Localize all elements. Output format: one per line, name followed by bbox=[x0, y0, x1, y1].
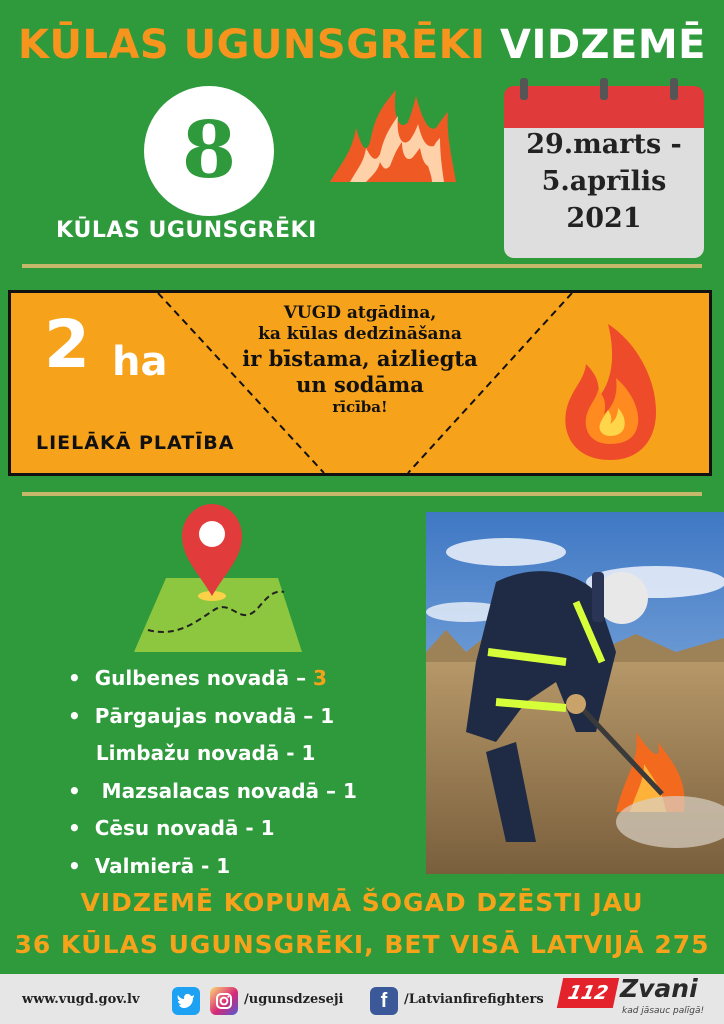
warning-line1: VUGD atgādina, bbox=[283, 303, 437, 323]
logo-number: 112 bbox=[565, 982, 611, 1004]
title-part2: VIDZEMĒ bbox=[500, 22, 706, 68]
fire-icon bbox=[322, 82, 462, 194]
website-link[interactable]: www.vugd.gov.lv bbox=[22, 992, 140, 1007]
logo-word: Zvani bbox=[620, 974, 698, 1003]
warning-line4: un sodāma bbox=[296, 371, 424, 397]
summary-line2: 36 KŪLAS UGUNSGRĒKI, BET VISĀ LATVIJĀ 275 bbox=[14, 930, 710, 959]
region-list bbox=[68, 666, 357, 891]
area-unit: ha bbox=[112, 339, 168, 385]
calendar-year: 2021 bbox=[566, 203, 642, 234]
fire-count-value: 8 bbox=[181, 105, 237, 196]
divider bbox=[22, 264, 702, 268]
list-item: • Valmierā - 1 bbox=[68, 853, 231, 878]
twitter-icon[interactable] bbox=[172, 987, 200, 1015]
logo-tagline: kad jāsauc palīgā! bbox=[622, 1006, 705, 1016]
region-count: 3 bbox=[313, 666, 327, 690]
warning-line2: ka kūlas dedzināšana bbox=[258, 324, 462, 345]
fire-count-label: KŪLAS UGUNSGRĒKI bbox=[56, 218, 317, 243]
warning-line5: rīcība! bbox=[332, 398, 388, 416]
facebook-handle[interactable]: /Latvianfirefighters bbox=[404, 992, 544, 1007]
calendar-icon bbox=[504, 78, 704, 258]
region-text: Mazsalacas novadā – 1 bbox=[94, 778, 357, 803]
region-text: Gulbenes novadā – bbox=[94, 666, 314, 690]
calendar-line2: 5.aprīlis bbox=[541, 166, 667, 197]
calendar-ring bbox=[520, 78, 528, 100]
title-part1: KŪLAS UGUNSGRĒKI bbox=[17, 22, 486, 68]
region-text: Cēsu novadā - 1 bbox=[94, 816, 275, 840]
list-item bbox=[68, 741, 357, 779]
emergency-logo-badge bbox=[557, 978, 619, 1008]
region-text: Pārgaujas novadā – 1 bbox=[94, 703, 335, 728]
list-item: • Cēsu novadā - 1 bbox=[68, 816, 275, 840]
calendar-line1: 29.marts - bbox=[526, 129, 682, 160]
fire-count-badge bbox=[144, 86, 274, 216]
calendar-ring bbox=[670, 78, 678, 100]
divider bbox=[22, 492, 702, 496]
map-pin-icon bbox=[128, 500, 308, 660]
social-handle[interactable]: /ugunsdzeseji bbox=[244, 992, 344, 1007]
calendar-ring bbox=[600, 78, 608, 100]
warning-line3: ir bīstama, aizliegta bbox=[242, 345, 478, 371]
list-item: • Mazsalacas novadā – 1 bbox=[68, 778, 357, 803]
area-value: 2 bbox=[44, 306, 90, 383]
page-title bbox=[0, 22, 724, 68]
list-item: • Gulbenes novadā – 3 bbox=[68, 666, 327, 690]
summary-line1: VIDZEMĒ KOPUMĀ ŠOGAD DZĒSTI JAU bbox=[80, 888, 644, 917]
fire-icon bbox=[558, 320, 662, 462]
instagram-icon[interactable] bbox=[210, 987, 238, 1015]
area-label: LIELĀKĀ PLATĪBA bbox=[36, 432, 235, 454]
region-text: Limbažu novadā - 1 bbox=[95, 741, 316, 765]
calendar-dates bbox=[504, 126, 704, 237]
warning-text bbox=[230, 303, 490, 417]
list-item: • Pārgaujas novadā – 1 bbox=[68, 703, 335, 728]
region-text: Valmierā - 1 bbox=[94, 853, 231, 878]
firefighter-photo bbox=[426, 512, 724, 874]
facebook-icon[interactable]: f bbox=[370, 987, 398, 1015]
